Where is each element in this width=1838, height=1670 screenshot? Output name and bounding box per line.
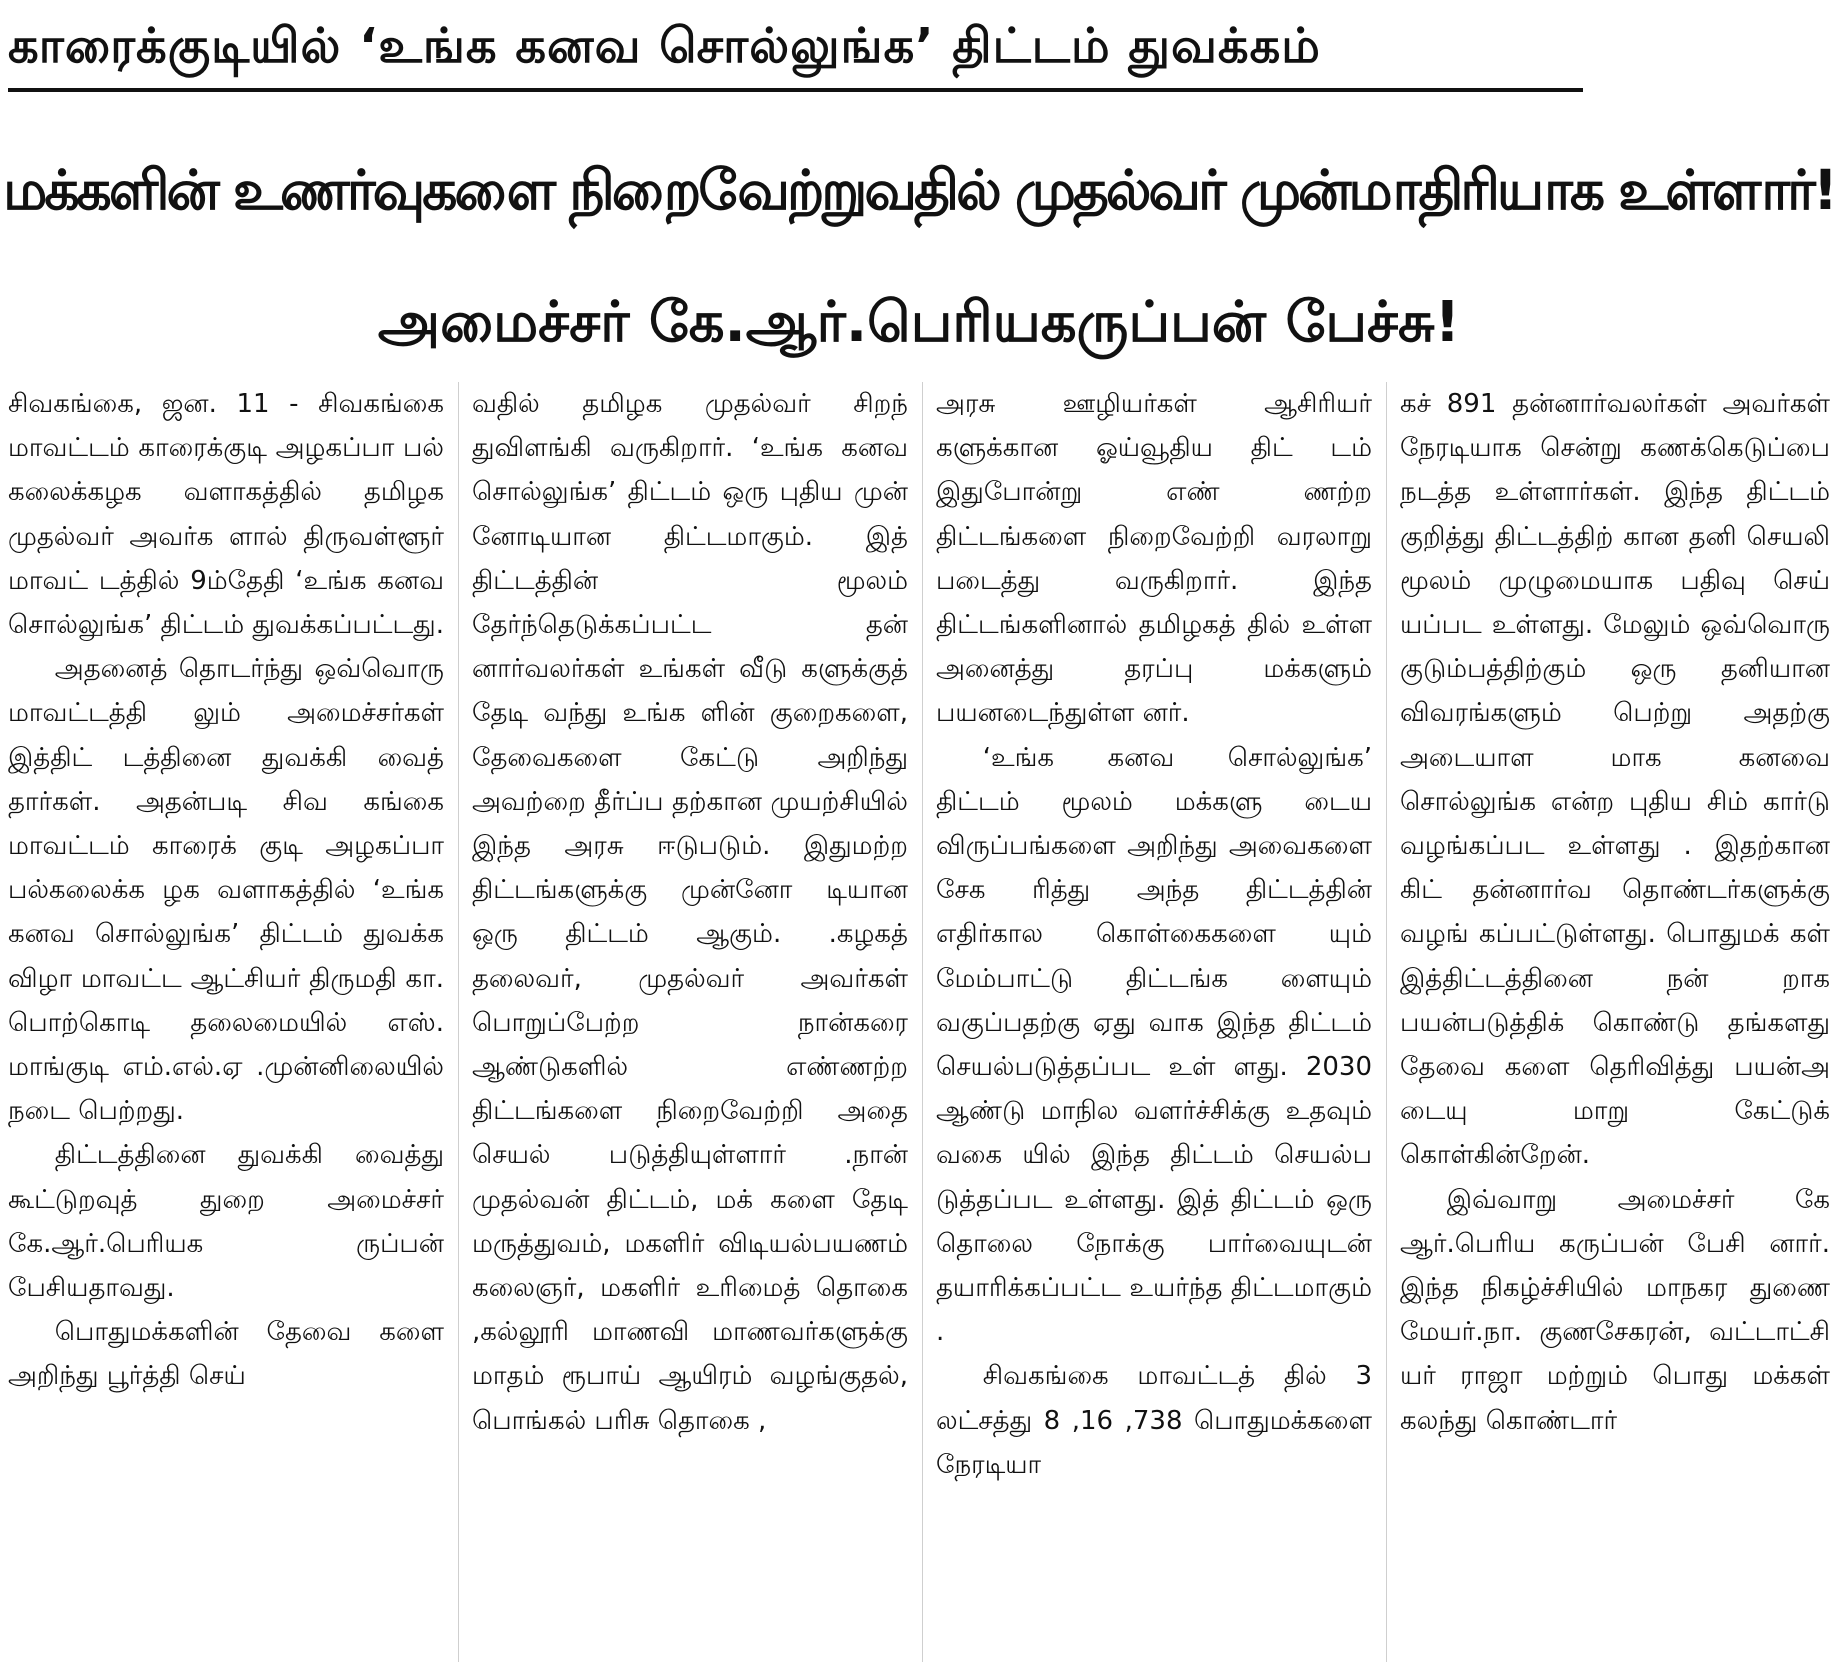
article-paragraph: சிவகங்கை மாவட்டத் தில் 3 லட்சத்து 8 ,16 ,738 பொதுமக்களை நேரடியா	[936, 1361, 1372, 1480]
main-headline: மக்களின் உணர்வுகளை நிறைவேற்றுவதில் முதல்வர் முன்மாதிரியாக உள்ளார்!	[3, 158, 1835, 222]
article-column-1	[8, 382, 444, 1662]
column-divider	[1386, 382, 1387, 1662]
kicker-block	[8, 8, 1583, 92]
article-column-3	[936, 382, 1372, 1662]
kicker-headline: காரைக்குடியில் ‘உங்க கனவ சொல்லுங்க’ திட்டம் துவக்கம்	[8, 18, 1321, 74]
sub-headline: அமைச்சர் கே.ஆர்.பெரியகருப்பன் பேச்சு!	[377, 290, 1461, 355]
column-divider	[922, 382, 923, 1662]
article-paragraph: திட்டத்தினை துவக்கி வைத்து கூட்டுறவுத் துறை அமைச்சர் கே.ஆர்.பெரியக ருப்பன் பேசியதாவது.	[8, 1140, 444, 1304]
article-paragraph: அரசு ஊழியர்கள் ஆசிரியர் களுக்கான ஓய்வூதிய திட் டம் இதுபோன்று எண் ணற்ற திட்டங்களை நிறைவேற்றி வரலாறு படைத்து வருகிறார். இந்த திட்டங்களினால் தமிழகத் தில் உள்ள அனைத்து தரப்பு மக்களும் பயனடைந்துள்ள னர்.	[936, 389, 1372, 729]
article-paragraph: சிவகங்கை, ஜன. 11 - சிவகங்கை மாவட்டம் காரைக்குடி அழகப்பா பல் கலைக்கழக வளாகத்தில் தமிழக முதல்வர் அவர்க ளால் திருவள்ளூர் மாவட் டத்தில் 9ம்தேதி ‘உங்க கனவ சொல்லுங்க’ திட்டம் துவக்கப்பட்டது.	[8, 389, 444, 641]
column-divider	[458, 382, 459, 1662]
article-paragraph: வதில் தமிழக முதல்வர் சிறந் துவிளங்கி வருகிறார். ‘உங்க கனவ சொல்லுங்க’ திட்டம் ஒரு புதிய முன் னோடியான திட்டமாகும். இத் திட்டத்தின் மூலம் தேர்ந்தெடுக்கப்பட்ட தன் னார்வலர்கள் உங்கள் வீடு களுக்குத் தேடி வந்து உங்க ளின் குறைகளை, தேவைகளை கேட்டு அறிந்து அவற்றை தீர்ப்ப தற்கான முயற்சியில் இந்த அரசு ஈடுபடும். இதுமற்ற திட்டங்களுக்கு முன்னோ டியான ஒரு திட்டம் ஆகும். .கழகத் தலைவர், முதல்வர் அவர்கள் பொறுப்பேற்ற நான்கரை ஆண்டுகளில் எண்ணற்ற திட்டங்களை நிறைவேற்றி அதை செயல் படுத்தியுள்ளார் .நான் முதல்வன் திட்டம், மக் களை தேடி மருத்துவம், மகளிர் விடியல்பயணம் கலைஞர், மகளிர் உரிமைத் தொகை ,கல்லூரி மாணவி மாணவர்களுக்கு மாதம் ரூபாய் ஆயிரம் வழங்குதல், பொங்கல் பரிசு தொகை ,	[472, 389, 908, 1436]
article-paragraph: அதனைத் தொடர்ந்து ஒவ்வொரு மாவட்டத்தி லும் அமைச்சர்கள் இத்திட் டத்தினை துவக்கி வைத் தார்கள். அதன்படி சிவ கங்கை மாவட்டம் காரைக் குடி அழகப்பா பல்கலைக்க ழக வளாகத்தில் ‘உங்க கனவ சொல்லுங்க’ திட்டம் துவக்க விழா மாவட்ட ஆட்சியர் திருமதி கா. பொற்கொடி தலைமையில் எஸ். மாங்குடி எம்.எல்.ஏ .முன்னிலையில் நடை பெற்றது.	[8, 654, 444, 1127]
article-column-2	[472, 382, 908, 1662]
kicker-underline	[8, 88, 1583, 92]
article-paragraph: பொதுமக்களின் தேவை களை அறிந்து பூர்த்தி செய்	[8, 1317, 444, 1392]
article-paragraph: கச் 891 தன்னார்வலர்கள் அவர்கள் நேரடியாக சென்று கணக்கெடுப்பை நடத்த உள்ளார்கள். இந்த திட்டம் குறித்து திட்டத்திற் கான தனி செயலி மூலம் முழுமையாக பதிவு செய் யப்பட உள்ளது. மேலும் ஒவ்வொரு குடும்பத்திற்கும் ஒரு தனியான விவரங்களும் பெற்று அதற்கு அடையாள மாக கனவை சொல்லுங்க என்ற புதிய சிம் கார்டு வழங்கப்பட உள்ளது . இதற்கான கிட் தன்னார்வ தொண்டர்களுக்கு வழங் கப்பட்டுள்ளது. பொதுமக் கள் இத்திட்டத்தினை நன் றாக பயன்படுத்திக் கொண்டு தங்களது தேவை களை தெரிவித்து பயன்அ டையு மாறு கேட்டுக் கொள்கின்றேன்.	[1400, 389, 1830, 1171]
article-paragraph: இவ்வாறு அமைச்சர் கே ஆர்.பெரிய கருப்பன் பேசி னார். இந்த நிகழ்ச்சியில் மாநகர துணை மேயர்.நா. குணசேகரன், வட்டாட்சி யர் ராஜா மற்றும் பொது மக்கள் கலந்து கொண்டார்	[1400, 1184, 1830, 1436]
article-paragraph: ‘உங்க கனவ சொல்லுங்க’ திட்டம் மூலம் மக்களு டைய விருப்பங்களை அறிந்து அவைகளை சேக ரித்து அந்த திட்டத்தின் எதிர்கால கொள்கைகளை யும் மேம்பாட்டு திட்டங்க ளையும் வகுப்பதற்கு ஏது வாக இந்த திட்டம் செயல்படுத்தப்பட உள் ளது. 2030 ஆண்டு மாநில வளர்ச்சிக்கு உதவும் வகை யில் இந்த திட்டம் செயல்ப டுத்தப்பட உள்ளது. இத் திட்டம் ஒரு தொலை நோக்கு பார்வையுடன் தயாரிக்கப்பட்ட உயர்ந்த திட்டமாகும் .	[936, 742, 1372, 1348]
article-column-4	[1400, 382, 1830, 1662]
